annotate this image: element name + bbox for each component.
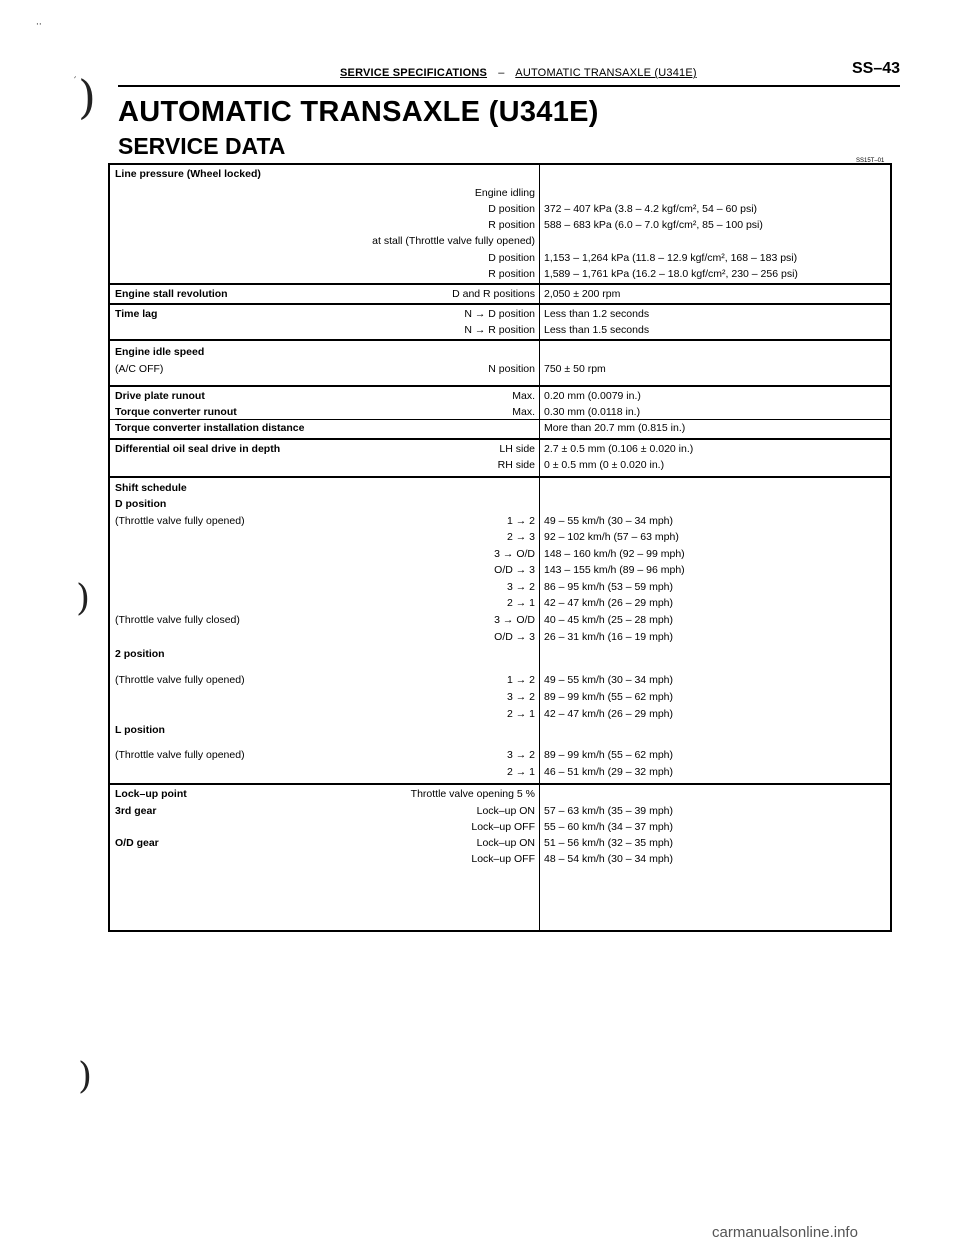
condition-label: D and R positions <box>452 288 535 300</box>
spec-value: 89 – 99 km/h (55 – 62 mph) <box>544 749 673 761</box>
table-row <box>110 632 890 646</box>
spec-value: 40 – 45 km/h (25 – 28 mph) <box>544 614 673 626</box>
table-row <box>110 822 890 836</box>
spec-value: 42 – 47 km/h (26 – 29 mph) <box>544 597 673 609</box>
table-row <box>110 391 890 405</box>
spec-value: 49 – 55 km/h (30 – 34 mph) <box>544 674 673 686</box>
table-row <box>110 615 890 629</box>
page-margin-mark: ′ <box>74 76 77 87</box>
spec-value: 86 – 95 km/h (53 – 59 mph) <box>544 581 673 593</box>
spec-value: 0.30 mm (0.0118 in.) <box>544 406 641 418</box>
spec-value: 148 – 160 km/h (92 – 99 mph) <box>544 548 685 560</box>
table-row <box>110 364 890 378</box>
item-label: Torque converter installation distance <box>115 422 305 434</box>
condition-label: LH side <box>499 443 535 455</box>
condition-label: at stall (Throttle valve fully opened) <box>372 235 535 247</box>
item-label: Time lag <box>115 308 158 320</box>
table-row <box>110 499 890 513</box>
row-divider <box>110 339 890 341</box>
item-label: Shift schedule <box>115 482 187 494</box>
table-row <box>110 309 890 323</box>
condition-label: D position <box>488 252 535 264</box>
condition-label: RH side <box>497 459 535 471</box>
table-row <box>110 289 890 303</box>
spec-value: 2,050 ± 200 rpm <box>544 288 621 300</box>
item-label: (Throttle valve fully opened) <box>115 749 245 761</box>
spec-value: 42 – 47 km/h (26 – 29 mph) <box>544 708 673 720</box>
table-row <box>110 675 890 689</box>
table-row <box>110 854 890 868</box>
condition-label: N → D position <box>464 308 535 320</box>
row-divider <box>110 385 890 387</box>
table-row <box>110 709 890 723</box>
condition-label: 2 → 1 <box>506 597 535 609</box>
item-label: Engine stall revolution <box>115 288 228 300</box>
condition-label: N → R position <box>464 324 535 336</box>
table-row <box>110 253 890 267</box>
item-label: L position <box>115 724 165 736</box>
table-row <box>110 516 890 530</box>
page-title: AUTOMATIC TRANSAXLE (U341E) <box>118 96 599 128</box>
condition-label: Lock–up OFF <box>471 853 535 865</box>
item-label: (Throttle valve fully opened) <box>115 515 245 527</box>
spec-value: 57 – 63 km/h (35 – 39 mph) <box>544 805 673 817</box>
document-code: SS15T–01 <box>856 158 885 164</box>
row-divider <box>110 303 890 305</box>
table-row <box>110 169 890 183</box>
condition-label: 1 → 2 <box>506 674 535 686</box>
spec-value: 0 ± 0.5 mm (0 ± 0.020 in.) <box>544 459 665 471</box>
page-margin-mark: ·· <box>36 20 42 30</box>
table-row <box>110 582 890 596</box>
item-label: (Throttle valve fully opened) <box>115 674 245 686</box>
spec-value: 48 – 54 km/h (30 – 34 mph) <box>544 853 673 865</box>
spec-value: Less than 1.5 seconds <box>544 324 650 336</box>
table-row <box>110 692 890 706</box>
page-number: SS–43 <box>852 60 901 77</box>
spec-value: 55 – 60 km/h (34 – 37 mph) <box>544 821 673 833</box>
spec-value: 588 – 683 kPa (6.0 – 7.0 kgf/cm², 85 – 100 psi) <box>544 219 763 231</box>
table-row <box>110 806 890 820</box>
table-row <box>110 188 890 202</box>
table-row <box>110 407 890 421</box>
table-row <box>110 204 890 218</box>
page-margin-mark: ) <box>76 578 91 619</box>
item-label: 2 position <box>115 648 165 660</box>
item-label: O/D gear <box>115 837 159 849</box>
spec-value: 1,153 – 1,264 kPa (11.8 – 12.9 kgf/cm², 168 – 183 psi) <box>544 252 798 264</box>
table-row <box>110 565 890 579</box>
spec-value: 26 – 31 km/h (16 – 19 mph) <box>544 631 673 643</box>
condition-label: 2 → 1 <box>506 708 535 720</box>
condition-label: O/D → 3 <box>494 564 535 576</box>
table-row <box>110 750 890 764</box>
condition-label: Lock–up ON <box>476 805 535 817</box>
condition-label: R position <box>488 219 535 231</box>
row-divider <box>110 476 890 478</box>
running-header <box>340 67 697 79</box>
condition-label: O/D → 3 <box>494 631 535 643</box>
condition-label: 2 → 1 <box>506 766 535 778</box>
condition-label: Throttle valve opening 5 % <box>410 788 535 800</box>
table-row <box>110 220 890 234</box>
condition-label: Lock–up ON <box>476 837 535 849</box>
item-label: Differential oil seal drive in depth <box>115 443 281 455</box>
table-row <box>110 423 890 437</box>
item-label: (Throttle valve fully closed) <box>115 614 240 626</box>
table-row <box>110 725 890 739</box>
item-label: Torque converter runout <box>115 406 237 418</box>
spec-value: 750 ± 50 rpm <box>544 363 606 375</box>
condition-label: 3 → O/D <box>494 548 535 560</box>
table-row <box>110 236 890 250</box>
section-title: SERVICE DATA <box>118 133 286 159</box>
table-row <box>110 269 890 283</box>
spec-value: 46 – 51 km/h (29 – 32 mph) <box>544 766 673 778</box>
condition-label: 3 → O/D <box>494 614 535 626</box>
spec-value: 2.7 ± 0.5 mm (0.106 ± 0.020 in.) <box>544 443 694 455</box>
spec-value: 372 – 407 kPa (3.8 – 4.2 kgf/cm², 54 – 60 psi) <box>544 203 758 215</box>
table-row <box>110 767 890 781</box>
item-label: Engine idle speed <box>115 346 205 358</box>
condition-label: N position <box>488 363 535 375</box>
spec-value: Less than 1.2 seconds <box>544 308 650 320</box>
condition-label: Engine idling <box>474 187 535 199</box>
page-margin-mark: ) <box>78 1056 93 1097</box>
header-section: SERVICE SPECIFICATIONS <box>340 67 488 79</box>
condition-label: 1 → 2 <box>506 515 535 527</box>
table-row <box>110 444 890 458</box>
item-label: Line pressure (Wheel locked) <box>115 168 261 180</box>
table-row <box>110 532 890 546</box>
item-label: 3rd gear <box>115 805 157 817</box>
spec-value: 0.20 mm (0.0079 in.) <box>544 390 641 402</box>
condition-label: 2 → 3 <box>506 531 535 543</box>
item-label: (A/C OFF) <box>115 363 164 375</box>
item-label: Drive plate runout <box>115 390 205 402</box>
condition-label: 3 → 2 <box>506 691 535 703</box>
item-label: Lock–up point <box>115 788 187 800</box>
condition-label: R position <box>488 268 535 280</box>
spec-value: 92 – 102 km/h (57 – 63 mph) <box>544 531 679 543</box>
table-row <box>110 549 890 563</box>
table-row <box>110 347 890 361</box>
item-label: D position <box>115 498 167 510</box>
spec-value: More than 20.7 mm (0.815 in.) <box>544 422 686 434</box>
spec-value: 51 – 56 km/h (32 – 35 mph) <box>544 837 673 849</box>
condition-label: D position <box>488 203 535 215</box>
footer-watermark: carmanualsonline.info <box>712 1224 858 1241</box>
condition-label: Lock–up OFF <box>471 821 535 833</box>
table-row <box>110 838 890 852</box>
spec-value: 49 – 55 km/h (30 – 34 mph) <box>544 515 673 527</box>
row-divider <box>110 283 890 285</box>
table-row <box>110 483 890 497</box>
header-subsection: AUTOMATIC TRANSAXLE (U341E) <box>515 67 697 79</box>
spec-value: 1,589 – 1,761 kPa (16.2 – 18.0 kgf/cm², 230 – 256 psi) <box>544 268 798 280</box>
table-row <box>110 460 890 474</box>
condition-label: 3 → 2 <box>506 581 535 593</box>
condition-label: 3 → 2 <box>506 749 535 761</box>
page-margin-mark: ) <box>78 70 96 124</box>
row-divider <box>110 783 890 785</box>
service-data-table <box>108 163 892 932</box>
table-row <box>110 789 890 803</box>
condition-label: Max. <box>512 390 535 402</box>
table-row <box>110 598 890 612</box>
table-row <box>110 649 890 663</box>
row-divider <box>110 438 890 440</box>
header-rule <box>118 85 900 87</box>
header-dash: – <box>498 67 505 79</box>
spec-value: 143 – 155 km/h (89 – 96 mph) <box>544 564 685 576</box>
condition-label: Max. <box>512 406 535 418</box>
spec-value: 89 – 99 km/h (55 – 62 mph) <box>544 691 673 703</box>
table-row <box>110 325 890 339</box>
